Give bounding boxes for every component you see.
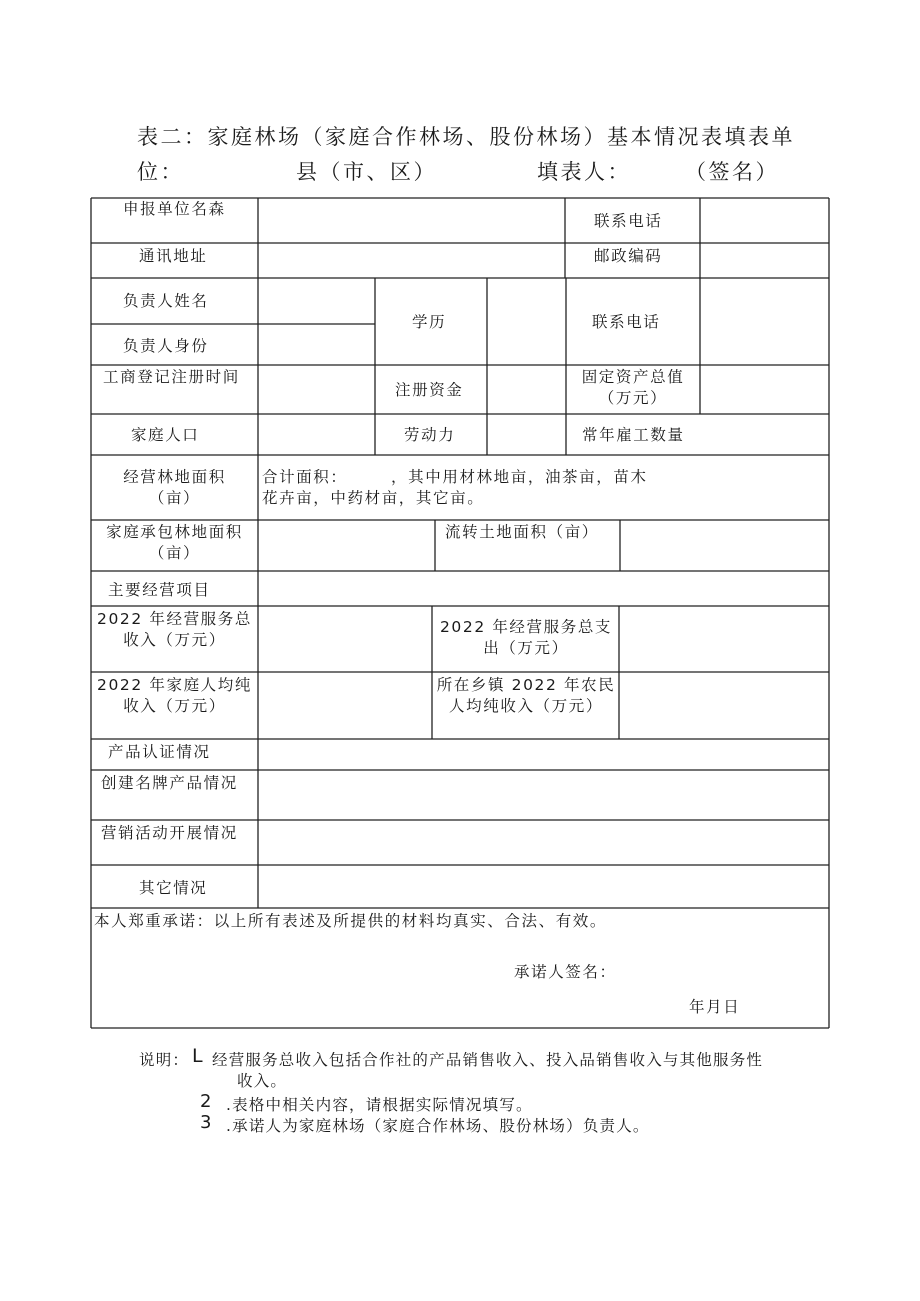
label-phone: 联系电话 xyxy=(594,212,663,230)
note-2-number: 2 xyxy=(200,1091,213,1112)
label-postcode: 邮政编码 xyxy=(594,247,663,265)
label-manager-name: 负责人姓名 xyxy=(123,292,209,310)
label-forest-area xyxy=(91,467,258,509)
label-education: 学历 xyxy=(412,313,447,331)
label-brand-products: 创建名牌产品情况 xyxy=(101,774,238,792)
forest-area-detail-line1: 合计面积： ，其中用材林地亩，油茶亩，苗木 xyxy=(262,468,648,486)
forest-area-detail-line2: 花卉亩，中药材亩，其它亩。 xyxy=(262,489,485,507)
label-main-projects: 主要经营项目 xyxy=(108,581,211,599)
note-2-text: .表格中相关内容，请根据实际情况填写。 xyxy=(226,1096,533,1114)
label-applicant-name: 申报单位名森 xyxy=(123,200,226,218)
form-title: 表二：家庭林场（家庭合作林场、股份林场）基本情况表填表单 xyxy=(137,125,795,149)
label-manager-id: 负责人身份 xyxy=(123,337,209,355)
label-hired-workers: 常年雇工数量 xyxy=(582,426,685,444)
label-labor-force: 劳动力 xyxy=(404,426,456,444)
pledge-statement: 本人郑重承诺：以上所有表述及所提供的材料均真实、合法、有效。 xyxy=(94,912,608,930)
label-other: 其它情况 xyxy=(139,879,208,897)
note-1-text: 经营服务总收入包括合作社的产品销售收入、投入品销售收入与其他服务性 xyxy=(212,1051,764,1069)
label-per-capita-2022: 2022 年家庭人均纯收入（万元） xyxy=(97,676,252,715)
label-family-population: 家庭人口 xyxy=(131,426,200,444)
note-1-continued: 收入。 xyxy=(237,1072,288,1090)
label-income-2022: 2022 年经营服务总收入（万元） xyxy=(97,610,252,649)
pledge-signature-label: 承诺人签名： xyxy=(514,963,617,981)
label-contract-area xyxy=(91,522,258,564)
label-fixed-assets-line2: （万元） xyxy=(598,389,668,407)
label-address: 通讯地址 xyxy=(139,247,208,265)
label-forest-area-line1: 经营林地面积 xyxy=(123,468,226,486)
label-town-per-capita: 所在乡镇 2022 年农民人均纯收入（万元） xyxy=(436,676,616,715)
label-marketing: 营销活动开展情况 xyxy=(101,824,238,842)
label-phone-2: 联系电话 xyxy=(592,313,661,331)
label-contract-area-line2: （亩） xyxy=(148,544,201,562)
label-fixed-assets-line1: 固定资产总值 xyxy=(581,368,685,386)
sign-label: （签名） xyxy=(685,160,779,184)
pledge-date: 年月日 xyxy=(689,998,741,1016)
label-registration-time: 工商登记注册时间 xyxy=(103,368,240,386)
note-1-number: L xyxy=(192,1045,204,1067)
label-contract-area-line1: 家庭承包林地面积 xyxy=(106,523,243,541)
label-forest-area-line2: （亩） xyxy=(148,489,201,507)
label-registered-capital: 注册资金 xyxy=(395,381,464,399)
filler-label: 填表人： xyxy=(537,160,631,184)
label-transfer-area: 流转土地面积（亩） xyxy=(445,523,599,541)
note-3-number: 3 xyxy=(200,1112,213,1133)
label-fixed-assets xyxy=(566,367,700,409)
county-label: 县（市、区） xyxy=(296,160,437,184)
label-certification: 产品认证情况 xyxy=(108,743,211,761)
notes-prefix: 说明： xyxy=(139,1051,190,1069)
unit-label: 位： xyxy=(137,160,184,184)
label-expense-2022: 2022 年经营服务总支出（万元） xyxy=(439,618,613,657)
forest-area-detail xyxy=(262,467,648,509)
note-3-text: .承诺人为家庭林场（家庭合作林场、股份林场）负责人。 xyxy=(226,1117,650,1135)
